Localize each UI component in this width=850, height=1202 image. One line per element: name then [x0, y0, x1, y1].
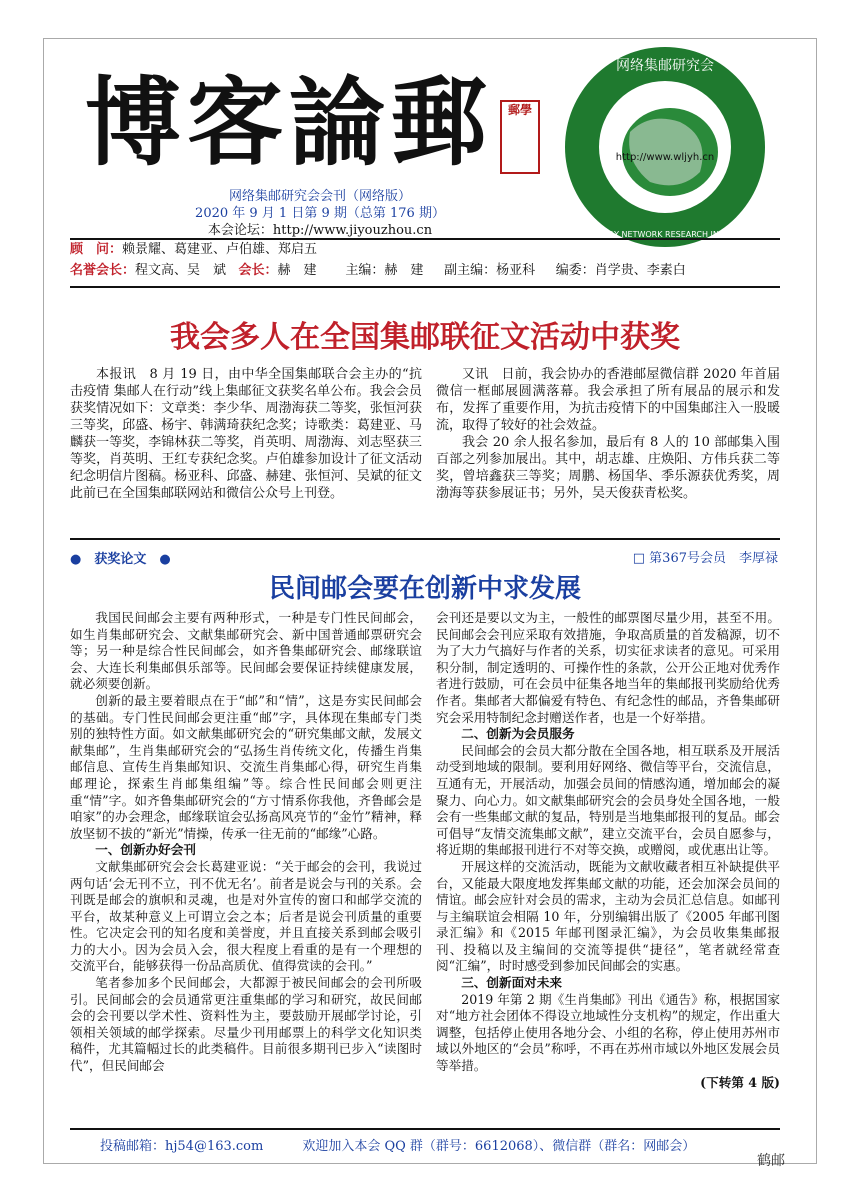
seal-stamp: 郵學	[500, 100, 540, 174]
article2-title: 民间邮会要在创新中求发展	[268, 574, 581, 604]
article2-left-p3: 文献集邮研究会会长葛建亚说：“关于邮会的会刊，我说过两句话‘会无刊不立，刊不优无名’。前者是说会与刊的关系。会刊既是邮会的旗帜和灵魂，也是对外宣传的窗口和邮学交流的平台，故某种意义上可谓立会之本；后者是说会刊质量的重要性。它决定会刊的知名度和美誉度，并且直接关系到邮会吸引力的大小。因为会员入会，很大程度上看重的是有一个理想的交流平台，能够获得一份品高质优、值得赏读的会刊。”	[70, 858, 422, 974]
article2-left-column	[70, 610, 422, 1075]
article1-left-column	[70, 366, 422, 502]
article1-left-para: 本报讯 8 月 19 日，由中华全国集邮联合会主办的“抗击疫情 集邮人在行动”线上集邮征文获奖名单公布。我会会员获奖情况如下：文章类：李少华、周渤海获二等奖，张恒河获三等奖，邱盛、杨宇、韩满琦获纪念奖；诗歌类：葛建亚、马麟获一等奖，李锦林获二等奖，肖英明、周渤海、刘志堅获三等奖，肖英明、王红专获纪念奖。卢伯雄参加设计了征文活动纪念明信片图稿。杨亚科、邱盛、赫建、张恒河、吴斌的征文此前已在全国集邮联网站和微信公众号上刊登。	[70, 367, 422, 501]
article2-left-p4: 笔者参加多个民间邮会，大都源于被民间邮会的会刊所吸引。民间邮会的会员通常更注重集邮的学习和研究，故民间邮会的会刊要以学术性、资料性为主，要鼓励开展邮学讨论，引领相关领域的邮学探索。尽量少刊用邮票上的科学文化知识类稿件，尤其篇幅过长的此类稿件。目前很多期刊已步入“读图时代”，但民间邮会	[70, 975, 422, 1074]
rule-mid	[70, 538, 780, 540]
society-logo	[560, 42, 770, 252]
logo-top-text: 网络集邮研究会	[616, 58, 714, 74]
watermark: 鹤邮	[757, 1153, 785, 1169]
issue-info	[170, 188, 470, 239]
article2-right-p4: 2019 年第 2 期《生肖集邮》刊出《通告》称，根据国家对“地方社会团体不得设立地域性分支机构”的规定，作出重大调整，包括停止使用各地分会、小组的名称，停止使用苏州市域以外地区的“会员”称呼，不再在苏州市域以外地区发展会员等举措。	[436, 991, 780, 1074]
article2-right-p3: 开展这样的交流活动，既能为文献收藏者相互补缺提供平台，又能最大限度地发挥集邮文献的功能，还会加深会员间的情谊。邮会应针对会员的需求，主动为会员汇总信息。如邮刊与主编联谊会相隔 10 年，分别编辑出版了《2005 年邮刊图录汇编》和《2015 年邮刊图录汇编》，为会员收集集邮报刊、投稿以及主编间的交流等提供“捷径”，笔者就经常查阅“汇编”，时时感受到参加民间邮会的实惠。	[436, 858, 780, 974]
section-tag: ● 获奖论文 ●	[70, 552, 171, 567]
logo-url: http://www.wljyh.cn	[615, 152, 715, 163]
rule-under-staff	[70, 286, 780, 288]
article2-author: □ 第367号会员 李厚禄	[632, 551, 778, 566]
article2-right-p1: 会刊还是要以文为主，一般性的邮票图尽量少用，甚至不用。民间邮会会刊应采取有效措施，争取高质量的首发稿源，切不为了大力气搞好与作者的关系，切实征求读者的意见。可采用积分制，制定透明的、可操作性的条款，公开公正地对优秀作者进行鼓励，可在会员中征集各地当年的集邮报刊奖励给优秀作者。集邮者大都偏爱有特色、有纪念性的邮品，齐鲁集邮研究会采用特制纪念封赠送作者，也是一个好举措。	[436, 610, 780, 725]
rule-bottom	[70, 1128, 780, 1130]
article1-right-para2: 我会 20 余人报名参加，最后有 8 人的 10 部邮集入围百部之列参加展出。其中，胡志雄、庄焕阳、方伟兵获二等奖，曾培鑫获三等奖；周鹏、杨国华、季乐源获优秀奖，周渤海等获参展证书；另外，吴天俊获青松奖。	[436, 435, 780, 501]
issue-line1: 网络集邮研究会会刊（网络版）	[228, 189, 411, 204]
issue-line3: 本会论坛：http://www.jiyouzhou.cn	[207, 223, 433, 238]
article2-left-heading: 一、创新办好会刊	[95, 842, 196, 858]
continued-note: (下转第 4 版)	[700, 1074, 780, 1090]
staff-row: 名誉会长：程文高、吴 斌 会长：赫 建 主编：赫 建 副主编：杨亚科 编委：肖学贵、李素白	[70, 263, 686, 278]
headline-1: 我会多人在全国集邮联征文活动中获奖	[170, 320, 680, 355]
footer-contact: 投稿邮箱：hj54@163.com 欢迎加入本会 QQ 群（群号：6612068）、微信群（群名：网邮会）	[100, 1139, 696, 1154]
rule-top	[70, 238, 780, 240]
article2-left-p1: 我国民间邮会主要有两种形式，一种是专门性民间邮会，如生肖集邮研究会、文献集邮研究会、新中国普通邮票研究会等；另一种是综合性民间邮会，如齐鲁集邮研究会、邮缘联谊会、大连长利集邮俱乐部等。民间邮会要保证持续健康发展，就必须要创新。	[70, 610, 422, 692]
article2-right-p2: 民间邮会的会员大都分散在全国各地，相互联系及开展活动受到地域的限制。要利用好网络、微信等平台，交流信息，互通有无，开展活动，加强会员间的情感沟通，增加邮会的凝聚力、向心力。如文献集邮研究会的会员身处全国各地，一般会有一些集邮文献的复品，特别是当地集邮报刊的复品。邮会可倡导“友情交流集邮文献”，建立交流平台，会员自愿参与，将近期的集邮报刊进行不对等交换，或赠阅，或优惠出让等。	[436, 742, 780, 858]
article2-left-p2: 创新的最主要着眼点在于“邮”和“情”，这是夯实民间邮会的基础。专门性民间邮会更注重“邮”字，具体现在集邮专门类别的独特性方面。如文献集邮研究会的“研究集邮文献，发展文献集邮”，生肖集邮研究会的“弘扬生肖传统文化，传播生肖集邮信息、宣传生肖集邮知识、交流生肖集邮心得，研究生肖集邮理论，探索生肖邮集组编”等。综合性民间邮会则更注重“情”字。如齐鲁集邮研究会的“方寸情系你我他，齐鲁邮会是咱家”的办会理念，邮缘联谊会弘扬高风亮节的“金竹”精神，释放坚韧不拔的“新光”情操，传承一往无前的“邮缘”心路。	[70, 692, 422, 841]
masthead-title: 博客論郵	[85, 66, 493, 179]
article1-right-column	[436, 366, 780, 502]
advisors-row: 顾 问：赖景耀、葛建亚、卢伯雄、郑启五	[70, 242, 318, 257]
article1-right-para1: 又讯 日前，我会协办的香港邮屋微信群 2020 年首届微信一框邮展圆满落幕。我会承担了所有展品的展示和发布，发挥了重要作用，为抗击疫情下的中国集邮注入一股暖流，取得了较好的社会效益。	[436, 367, 780, 433]
issue-line2: 2020 年 9 月 1 日第 9 期（总第 176 期）	[195, 206, 445, 221]
article2-right-heading2: 三、创新面对未来	[461, 975, 562, 991]
logo-ring-text: PHILATELY NETWORK RESEARCH INSTITUTE	[578, 230, 752, 239]
article2-right-heading1: 二、创新为会员服务	[461, 726, 575, 742]
article2-right-column	[436, 610, 780, 1091]
